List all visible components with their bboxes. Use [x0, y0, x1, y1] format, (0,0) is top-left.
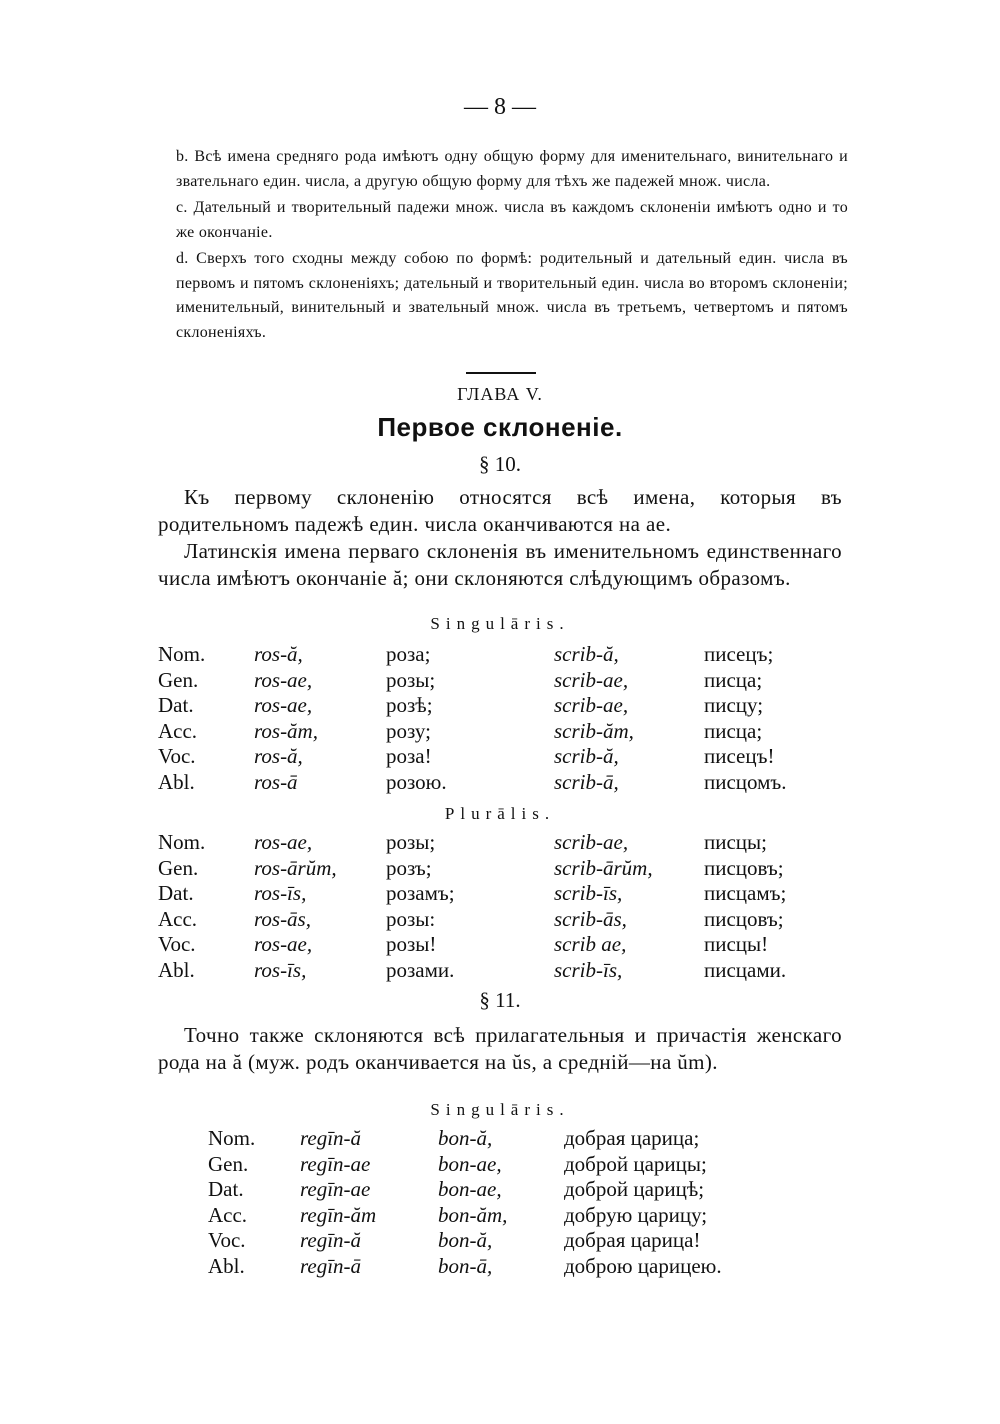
case-label: Gen. [158, 855, 199, 880]
latin-form: scrib-ăm, [554, 718, 634, 743]
table-row [0, 744, 1000, 770]
russian-form: роза! [386, 744, 432, 768]
section-10-text [158, 484, 842, 592]
case-label: Dat. [158, 693, 194, 717]
table-row [0, 642, 1000, 668]
latin-form: scrib-īs, [554, 957, 623, 982]
russian-form: розу; [386, 718, 431, 743]
russian-form: добрая царица; [564, 1126, 700, 1150]
table-row [0, 958, 1000, 984]
latin-form: ros-ae, [254, 693, 313, 717]
latin-form: ros-ās, [254, 906, 311, 931]
latin-noun: regīn-ā [300, 1253, 362, 1278]
russian-form: добрую царицу; [564, 1202, 708, 1227]
note-c: c. Дательный и творительный падежи множ. числа въ каждомъ склоненіи имѣютъ одно и то же окончаніе. [176, 199, 848, 241]
russian-form: писецъ! [704, 744, 775, 768]
latin-form: scrib-ă, [554, 744, 619, 768]
case-label: Nom. [208, 1126, 256, 1150]
latin-adjective: bon-ă, [438, 1126, 493, 1150]
table-row [0, 907, 1000, 933]
case-label: Acc. [208, 1202, 248, 1227]
russian-form: розамъ; [386, 881, 455, 905]
table-row [0, 693, 1000, 719]
russian-form: добрая царица! [564, 1228, 701, 1252]
latin-form: ros-ae, [254, 932, 313, 956]
case-label: Abl. [158, 957, 195, 982]
table-row [0, 881, 1000, 907]
latin-form: scrib-ae, [554, 693, 629, 717]
case-label: Gen. [158, 667, 199, 692]
paragraph-10b: Латинскія имена перваго склоненія въ именительномъ единственнаго числа имѣютъ окончаніе ă; они склоняются слѣдующимъ образомъ. [158, 539, 842, 590]
latin-form: ros-ăm, [254, 718, 318, 743]
russian-form: писцами. [704, 957, 787, 982]
latin-adjective: bon-ā, [438, 1253, 493, 1278]
divider [466, 372, 536, 374]
table-row [0, 1126, 1000, 1152]
russian-form: писцы; [704, 830, 767, 854]
latin-form: ros-ārŭm, [254, 855, 337, 880]
case-label: Acc. [158, 718, 198, 743]
russian-form: писецъ; [704, 642, 774, 666]
case-label: Abl. [158, 769, 195, 794]
table-row [0, 1254, 1000, 1280]
case-label: Gen. [208, 1151, 249, 1176]
case-label: Nom. [158, 642, 206, 666]
section-11-text [158, 1022, 842, 1076]
latin-form: scrib-ă, [554, 642, 619, 666]
section-10-heading: § 10. [479, 452, 521, 476]
latin-adjective: bon-ae, [438, 1177, 502, 1201]
russian-form: роза; [386, 642, 431, 666]
russian-form: розы; [386, 667, 436, 692]
latin-form: ros-īs, [254, 881, 307, 905]
note-d: d. Сверхъ того сходны между собою по формѣ: родительный и дательный един. числа въ первомъ и пятомъ склоненіяхъ; дательный и творительный един. числа во второмъ склоненіи; именительный, винительный и звательный множ. числа въ третьемъ, четвертомъ и пятомъ склоненіяхъ. [176, 250, 848, 341]
note-b: b. Всѣ имена средняго рода имѣютъ одну общую форму для именительнаго, винительнаго и звательнаго един. числа, а другую общую форму для тѣхъ же падежей множ. числа. [176, 148, 848, 190]
adjective-table [0, 1126, 1000, 1279]
case-label: Voc. [158, 744, 196, 768]
case-label: Abl. [208, 1253, 245, 1278]
table-row [0, 1152, 1000, 1178]
latin-noun: regīn-ăm [300, 1202, 377, 1227]
latin-form: scrib-īs, [554, 881, 623, 905]
latin-noun: regīn-ă [300, 1228, 362, 1252]
latin-noun: regīn-ae [300, 1151, 371, 1176]
latin-form: ros-ae, [254, 830, 313, 854]
table-row [0, 1203, 1000, 1229]
notes-block [176, 145, 848, 347]
russian-form: розами. [386, 957, 455, 982]
latin-adjective: bon-ae, [438, 1151, 502, 1176]
russian-form: розы: [386, 906, 436, 931]
latin-form: ros-ă, [254, 744, 303, 768]
russian-form: розы! [386, 932, 437, 956]
latin-form: scrib-ae, [554, 667, 629, 692]
pluralis-label: Plurālis. [444, 804, 556, 823]
table-row [0, 830, 1000, 856]
table-row [0, 856, 1000, 882]
russian-form: писцамъ; [704, 881, 787, 905]
singularis-label: Singulāris. [430, 614, 570, 633]
plural-table [0, 830, 1000, 983]
russian-form: писца; [704, 667, 763, 692]
latin-form: scrib-ārŭm, [554, 855, 653, 880]
table-row [0, 932, 1000, 958]
chapter-heading: ГЛАВА V. [457, 384, 543, 404]
table-row [0, 770, 1000, 796]
russian-form: писцовъ; [704, 906, 784, 931]
latin-noun: regīn-ae [300, 1177, 371, 1201]
latin-form: ros-īs, [254, 957, 307, 982]
latin-form: scrib-ās, [554, 906, 627, 931]
russian-form: писцовъ; [704, 855, 784, 880]
section-11-heading: § 11. [479, 988, 521, 1012]
russian-form: писцомъ. [704, 769, 787, 794]
case-label: Voc. [208, 1228, 246, 1252]
singularis-label-2: Singulāris. [430, 1100, 570, 1119]
russian-form: доброй царицѣ; [564, 1177, 705, 1201]
paragraph-11: Точно также склоняются всѣ прилагательныя и причастія женскаго рода на ă (муж. родъ оканчивается на ŭs, а средній—на ŭm). [158, 1023, 842, 1074]
paragraph-10a: Къ первому склоненію относятся всѣ имена, которыя въ родительномъ падежѣ един. числа оканчиваются на ae. [158, 485, 842, 536]
latin-form: scrib ae, [554, 932, 627, 956]
table-row [0, 668, 1000, 694]
case-label: Voc. [158, 932, 196, 956]
russian-form: розѣ; [386, 693, 433, 717]
latin-form: ros-ae, [254, 667, 313, 692]
russian-form: доброю царицею. [564, 1253, 722, 1278]
russian-form: розъ; [386, 855, 432, 880]
table-row [0, 719, 1000, 745]
latin-form: scrib-ā, [554, 769, 619, 794]
russian-form: доброй царицы; [564, 1151, 707, 1176]
table-row [0, 1177, 1000, 1203]
russian-form: розою. [386, 769, 447, 794]
russian-form: писца; [704, 718, 763, 743]
russian-form: розы; [386, 830, 436, 854]
latin-noun: regīn-ă [300, 1126, 362, 1150]
latin-form: scrib-ae, [554, 830, 629, 854]
latin-adjective: bon-ăm, [438, 1202, 508, 1227]
russian-form: писцы! [704, 932, 769, 956]
page-number: — 8 — [464, 94, 536, 120]
russian-form: писцу; [704, 693, 764, 717]
latin-form: ros-ā [254, 769, 298, 794]
case-label: Dat. [158, 881, 194, 905]
case-label: Dat. [208, 1177, 244, 1201]
latin-form: ros-ă, [254, 642, 303, 666]
case-label: Nom. [158, 830, 206, 854]
table-row [0, 1228, 1000, 1254]
latin-adjective: bon-ă, [438, 1228, 493, 1252]
singular-table [0, 642, 1000, 795]
case-label: Acc. [158, 906, 198, 931]
chapter-title: Первое склоненіе. [377, 412, 623, 442]
